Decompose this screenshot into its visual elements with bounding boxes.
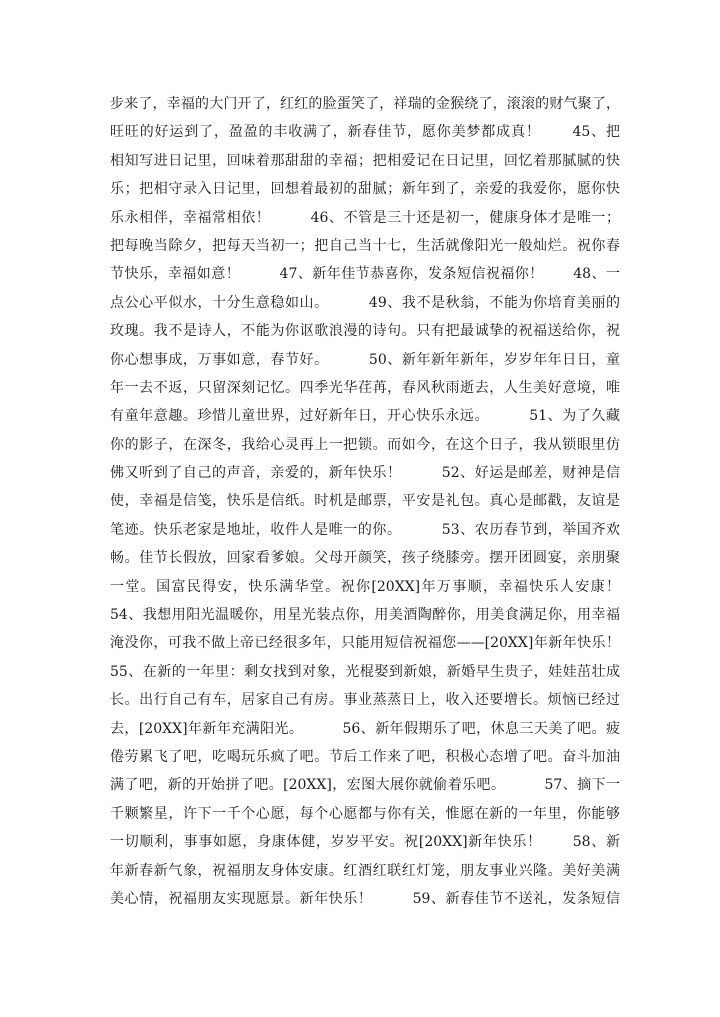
text-line: 年新春新气象，祝福朋友身体安康。红酒红联红灯笼，朋友事业兴隆。美好美满	[110, 862, 620, 879]
text-line: 玫瑰。我不是诗人，不能为你讴歌浪漫的诗句。只有把最诚挚的祝福送给你，祝	[110, 323, 620, 340]
document-body	[110, 90, 620, 913]
text-line: 相知写进日记里，回味着那甜甜的幸福；把相爱记在日记里，回忆着那腻腻的快	[110, 152, 620, 169]
text-line: 节快乐，幸福如意！ 47、新年佳节恭喜你，发条短信祝福你！ 48、一	[110, 266, 620, 283]
text-line: 使，幸福是信笺，快乐是信纸。时机是邮票，平安是礼包。真心是邮戳，友谊是	[110, 493, 620, 510]
text-line: 把每晚当除夕，把每天当初一；把自己当十七，生活就像阳光一般灿烂。祝你春	[110, 237, 620, 254]
text-line: 点公心平似水，十分生意稳如山。 49、我不是秋翁，不能为你培育美丽的	[110, 294, 620, 311]
text-line: 满了吧，新的开始拼了吧。[20XX]，宏图大展你就偷着乐吧。 57、摘下一	[110, 777, 620, 794]
text-line: 你心想事成，万事如意，春节好。 50、新年新年新年，岁岁年年日日，童	[110, 351, 620, 368]
text-line: 佛又听到了自己的声音，亲爱的，新年快乐！ 52、好运是邮差，财神是信	[110, 465, 620, 482]
text-line: 长。出行自己有车，居家自己有房。事业蒸蒸日上，收入还要增长。烦恼已经过	[110, 692, 620, 709]
text-line: 淹没你，可我不做上帝已经很多年，只能用短信祝福您——[20XX]年新年快乐！	[110, 635, 620, 652]
text-line: 乐永相伴，幸福常相依！ 46、不管是三十还是初一，健康身体才是唯一；	[110, 209, 620, 226]
text-line: 一堂。国富民得安，快乐满华堂。祝你[20XX]年万事顺，幸福快乐人安康！	[110, 578, 620, 595]
text-line: 乐；把相守录入日记里，回想着最初的甜腻；新年到了，亲爱的我爱你，愿你快	[110, 181, 620, 198]
text-line: 54、我想用阳光温暖你，用星光装点你，用美酒陶醉你，用美食满足你，用幸福	[110, 607, 620, 624]
text-line: 旺旺的好运到了，盈盈的丰收满了，新春佳节，愿你美梦都成真！ 45、把	[110, 124, 620, 141]
text-line: 倦劳累飞了吧，吃喝玩乐疯了吧。节后工作来了吧，积极心态增了吧。奋斗加油	[110, 748, 620, 765]
text-line: 一切顺利，事事如愿，身康体健，岁岁平安。祝[20XX]新年快乐！ 58、新	[110, 834, 620, 851]
text-line: 美心情，祝福朋友实现愿景。新年快乐！ 59、新春佳节不送礼，发条短信	[110, 890, 620, 907]
text-line: 有童年意趣。珍惜儿童世界，过好新年日，开心快乐永远。 51、为了久藏	[110, 408, 620, 425]
text-line: 千颗繁星，许下一千个心愿，每个心愿都与你有关，惟愿在新的一年里，你能够	[110, 805, 620, 822]
text-line: 你的影子，在深冬，我给心灵再上一把锁。而如今，在这个日子，我从锁眼里仿	[110, 436, 620, 453]
text-line: 55、在新的一年里：剩女找到对象，光棍娶到新娘，新婚早生贵子，娃娃茁壮成	[110, 663, 620, 680]
text-line: 步来了，幸福的大门开了，红红的脸蛋笑了，祥瑞的金猴绕了，滚滚的财气聚了，	[110, 96, 620, 112]
text-line: 去，[20XX]年新年充满阳光。 56、新年假期乐了吧，休息三天美了吧。疲	[110, 720, 620, 737]
text-line: 年一去不返，只留深刻记忆。四季光华荏苒，春风秋雨逝去，人生美好意境，唯	[110, 379, 620, 396]
text-line: 畅。佳节长假放，回家看爹娘。父母开颜笑，孩子绕膝旁。摆开团圆宴，亲朋聚	[110, 550, 620, 567]
text-line: 笔迹。快乐老家是地址，收件人是唯一的你。 53、农历春节到，举国齐欢	[110, 521, 620, 538]
